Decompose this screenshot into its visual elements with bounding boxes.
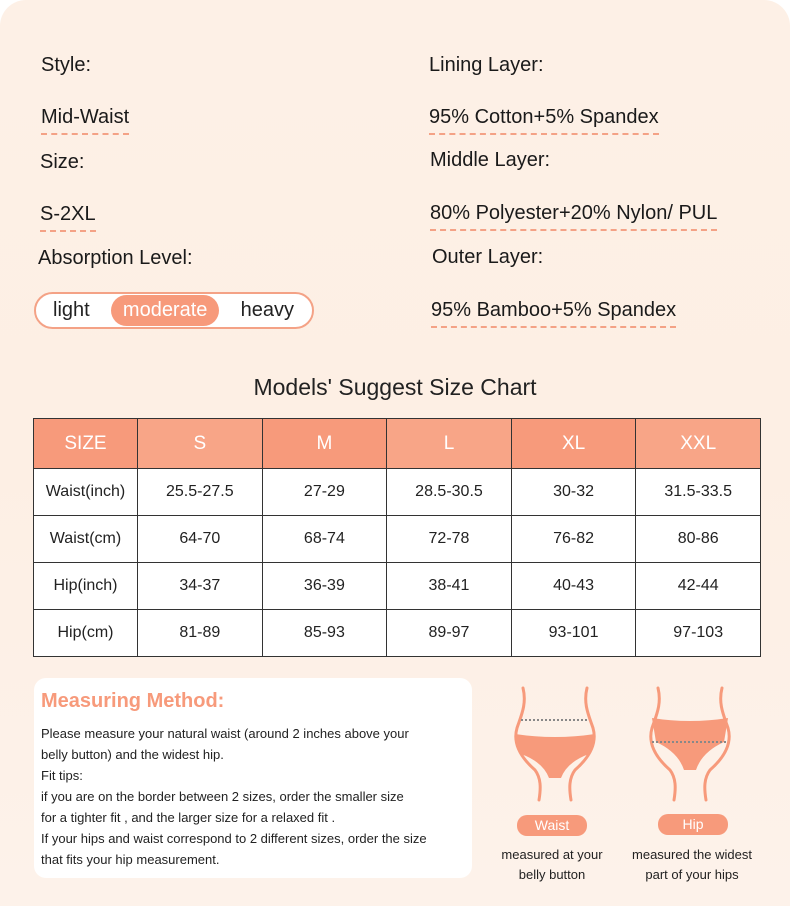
hip-tag: Hip bbox=[658, 814, 728, 835]
measuring-line: Fit tips: bbox=[41, 768, 83, 783]
lining-label: Lining Layer: bbox=[429, 54, 544, 76]
table-cell: 38-41 bbox=[387, 563, 512, 610]
table-cell: 80-86 bbox=[636, 516, 761, 563]
absorption-option-light[interactable]: light bbox=[53, 299, 90, 321]
table-cell: 28.5-30.5 bbox=[387, 469, 512, 516]
table-row bbox=[34, 563, 761, 610]
absorption-level-selector bbox=[34, 292, 314, 329]
table-cell: 27-29 bbox=[262, 469, 387, 516]
measuring-line: that fits your hip measurement. bbox=[41, 852, 220, 867]
table-row bbox=[34, 516, 761, 563]
size-header-xl: XL bbox=[511, 419, 636, 469]
table-cell: 76-82 bbox=[511, 516, 636, 563]
size-header-l: L bbox=[387, 419, 512, 469]
table-cell: 34-37 bbox=[138, 563, 263, 610]
measuring-line: belly button) and the widest hip. bbox=[41, 747, 224, 762]
size-label: Size: bbox=[40, 151, 85, 173]
middle-value: 80% Polyester+20% Nylon/ PUL bbox=[430, 202, 717, 231]
style-label: Style: bbox=[41, 54, 92, 76]
measuring-line: If your hips and waist correspond to 2 different sizes, order the size bbox=[41, 831, 427, 846]
absorption-label: Absorption Level: bbox=[38, 247, 193, 269]
waist-caption-line: belly button bbox=[518, 867, 586, 882]
measuring-line: for a tighter fit , and the larger size for a relaxed fit . bbox=[41, 810, 336, 825]
hip-caption-line: measured the widest bbox=[632, 847, 752, 862]
waist-caption bbox=[490, 845, 614, 885]
table-cell: 36-39 bbox=[262, 563, 387, 610]
size-chart-table bbox=[33, 418, 761, 657]
measuring-method-title: Measuring Method: bbox=[41, 690, 225, 712]
size-header-row bbox=[34, 419, 761, 469]
size-header-s: S bbox=[138, 419, 263, 469]
row-label: Waist(cm) bbox=[34, 516, 138, 563]
measuring-line: Please measure your natural waist (around 2 inches above your bbox=[41, 726, 409, 741]
table-cell: 68-74 bbox=[262, 516, 387, 563]
size-header: SIZE bbox=[34, 419, 138, 469]
row-label: Hip(inch) bbox=[34, 563, 138, 610]
waist-caption-line: measured at your bbox=[501, 847, 603, 862]
table-cell: 30-32 bbox=[511, 469, 636, 516]
absorption-option-moderate[interactable]: moderate bbox=[111, 295, 220, 326]
absorption-option-heavy[interactable]: heavy bbox=[240, 299, 294, 321]
table-cell: 93-101 bbox=[511, 610, 636, 657]
waist-figure-icon bbox=[505, 684, 605, 804]
size-value: S-2XL bbox=[40, 203, 96, 232]
lining-value: 95% Cotton+5% Spandex bbox=[429, 106, 659, 135]
table-cell: 40-43 bbox=[511, 563, 636, 610]
waist-tag: Waist bbox=[517, 815, 587, 836]
table-cell: 42-44 bbox=[636, 563, 761, 610]
hip-figure-icon bbox=[640, 684, 740, 804]
row-label: Waist(inch) bbox=[34, 469, 138, 516]
style-value: Mid-Waist bbox=[41, 106, 129, 135]
hip-caption bbox=[622, 845, 762, 885]
table-row bbox=[34, 469, 761, 516]
size-header-m: M bbox=[262, 419, 387, 469]
measuring-method-card bbox=[34, 678, 472, 878]
table-cell: 72-78 bbox=[387, 516, 512, 563]
outer-label: Outer Layer: bbox=[432, 246, 544, 268]
table-cell: 64-70 bbox=[138, 516, 263, 563]
table-cell: 97-103 bbox=[636, 610, 761, 657]
table-cell: 81-89 bbox=[138, 610, 263, 657]
table-cell: 31.5-33.5 bbox=[636, 469, 761, 516]
outer-value: 95% Bamboo+5% Spandex bbox=[431, 299, 676, 328]
row-label: Hip(cm) bbox=[34, 610, 138, 657]
middle-label: Middle Layer: bbox=[430, 149, 551, 171]
table-cell: 25.5-27.5 bbox=[138, 469, 263, 516]
size-header-xxl: XXL bbox=[636, 419, 761, 469]
table-row bbox=[34, 610, 761, 657]
size-chart-title: Models' Suggest Size Chart bbox=[253, 374, 537, 400]
hip-caption-line: part of your hips bbox=[645, 867, 739, 882]
measuring-line: if you are on the border between 2 sizes, order the smaller size bbox=[41, 789, 404, 804]
table-cell: 85-93 bbox=[262, 610, 387, 657]
table-cell: 89-97 bbox=[387, 610, 512, 657]
